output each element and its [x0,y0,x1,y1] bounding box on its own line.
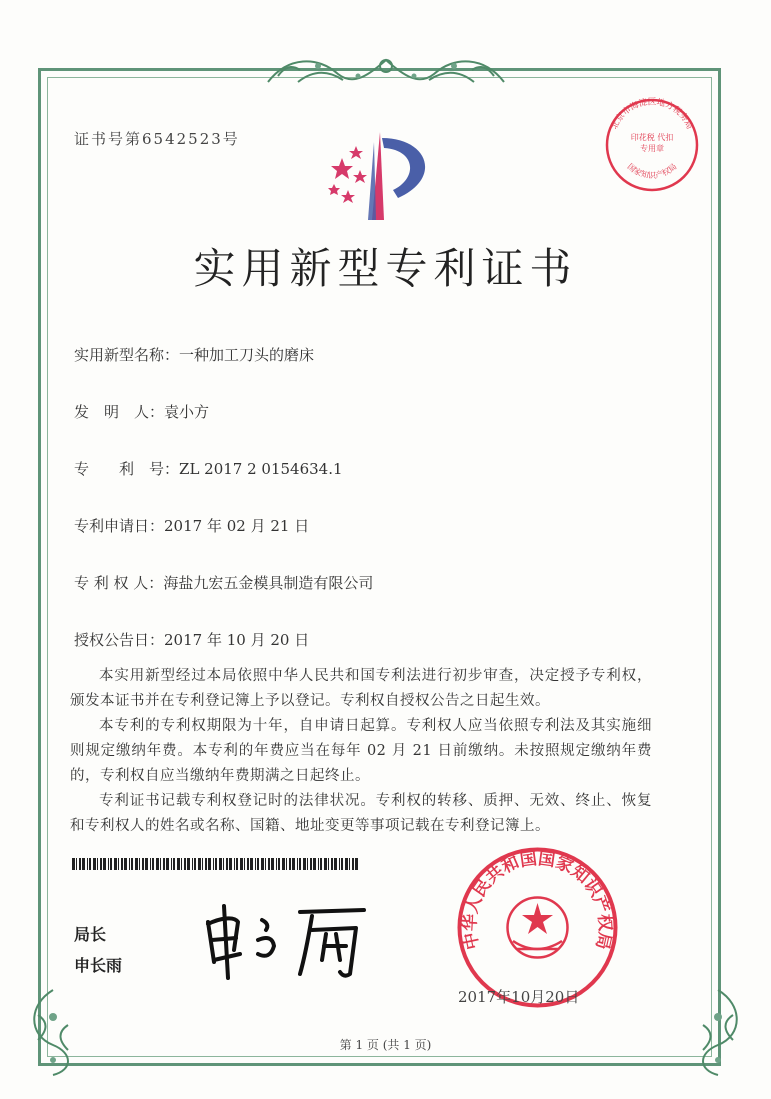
barcode-bar [160,858,161,870]
barcode-bar [192,858,193,870]
stamp-duty-seal [603,96,701,194]
barcode-bar [282,858,285,870]
barcode-bar [173,858,175,870]
barcode-bar [208,858,211,870]
field-grant-date [74,629,309,650]
director-name: 申长雨 [74,956,123,975]
barcode-bar [341,858,343,870]
barcode-bar [234,858,235,870]
field-utility-model-name [74,344,314,365]
barcode-bar [271,858,274,870]
barcode-bar [89,858,91,870]
barcode-bar [213,858,214,870]
barcode-bar [184,858,186,870]
barcode-bar [307,858,308,870]
barcode-bar [339,858,340,870]
bottom-left-ornament [18,985,88,1080]
barcode-bar [135,858,138,870]
barcode-bar [121,858,123,870]
barcode-bar [352,858,354,870]
barcode-bar [223,858,224,870]
barcode-bar [292,858,295,870]
barcode-bar [124,858,127,870]
barcode-bar [198,858,201,870]
cnipa-logo [318,128,438,223]
field-patent-number [74,458,343,479]
issue-date: 2017年10月20日 [458,988,580,1006]
barcode-bar [229,858,232,870]
field-patentee [74,572,373,593]
bottom-right-ornament [683,985,753,1080]
top-ornament [258,46,514,92]
barcode-bar [265,858,266,870]
field-application-date [74,515,309,536]
svg-text:北京市海淀区地方税务局 [609,96,695,131]
barcode-bar [299,858,301,870]
barcode-bar [82,858,85,870]
barcode-bar [247,858,249,870]
barcode-bar [345,858,348,870]
field-value: 袁小方 [164,403,210,421]
barcode-bar [152,858,154,870]
svg-text:国家知识产权局 [626,162,679,180]
seal-text: 北京市海淀区地方税务局 [609,97,695,132]
barcode-bar [177,858,180,870]
barcode-bar [181,858,182,870]
certificate-number: 证书号第6542523号 [74,130,240,148]
barcode-bar [320,858,322,870]
barcode-bar [324,858,327,870]
field-label: 实用新型名称： [74,346,180,364]
barcode-bar [103,858,106,870]
field-label: 发 明 人： [74,403,165,421]
seal-text: 中华人民共和国国家知识产权局 [460,849,615,952]
barcode-bar [166,858,169,870]
field-label: 授权公告日： [74,631,165,649]
director-title: 局长 [74,925,107,944]
barcode-bar [87,858,88,870]
field-value: 海盐九宏五金模具制造有限公司 [163,574,374,592]
barcode-bar [286,858,287,870]
body-paragraph: 本实用新型经过本局依照中华人民共和国专利法进行初步审查，决定授予专利权，颁发本证书并在专利登记簿上予以登记。专利权自授权公告之日起生效。 [70,668,652,709]
barcode-bar [244,858,245,870]
barcode-bar [334,858,337,870]
barcode-bar [187,858,190,870]
barcode-bar [250,858,253,870]
seal-inner-text: 印花税 代扣专用章 [630,133,674,153]
barcode-bar [310,858,312,870]
field-label: 专 利 权 人： [74,574,164,592]
body-paragraph: 本专利的专利权期限为十年，自申请日起算。专利权人应当依照专利法及其实施细则规定缴纳年费。本专利的年费应当在每年 02 月 21 日前缴纳。未按照规定缴纳年费的，专利权自应当缴纳年费期满之日起终止。 [70,718,652,784]
barcode-bar [261,858,264,870]
field-label: 专利申请日： [74,517,165,535]
barcode-bar [355,858,358,870]
barcode-bar [150,858,151,870]
field-value: 一种加工刀头的磨床 [179,346,315,364]
page-number: 第 1 页 (共 1 页) [339,1038,432,1052]
barcode-bar [318,858,319,870]
body-paragraph: 专利证书记载专利权登记时的法律状况。专利权的转移、质押、无效、终止、恢复和专利权人的姓名或名称、国籍、地址变更等事项记载在专利登记簿上。 [70,793,652,834]
barcode-bar [114,858,117,870]
barcode-bar [255,858,256,870]
barcode-bar [349,858,350,870]
barcode-bar [76,858,77,870]
director-signature [200,900,370,980]
barcode-bar [257,858,259,870]
barcode-bar [72,858,75,870]
barcode-bar [171,858,172,870]
barcode-bar [297,858,298,870]
barcode-bar [142,858,144,870]
barcode-bar [131,858,133,870]
barcode-bar [97,858,98,870]
barcode-bar [110,858,112,870]
barcode-bar [205,858,207,870]
field-label: 专 利 号： [74,460,180,478]
certificate-body [70,664,652,839]
barcode-bar [313,858,316,870]
barcode-bar [226,858,228,870]
barcode-bar [278,858,280,870]
field-value: ZL 2017 2 0154634.1 [179,460,343,478]
field-value: 2017 年 10 月 20 日 [164,631,310,649]
barcode-bar [79,858,81,870]
barcode-bar [268,858,270,870]
barcode-bar [236,858,238,870]
barcode-bar [118,858,119,870]
barcode-bar [289,858,291,870]
barcode-bar [108,858,109,870]
barcode-bar [156,858,159,870]
barcode-bar [145,858,148,870]
barcode-bar [202,858,203,870]
barcode-bar [276,858,277,870]
barcode-bar [100,858,102,870]
field-value: 2017 年 02 月 21 日 [164,517,310,535]
svg-text:中华人民共和国国家知识产权局 [459,849,616,951]
barcode-bar [303,858,306,870]
barcode-bar [328,858,329,870]
barcode-bar [139,858,140,870]
seal-text: 国家知识产权局 [625,161,679,181]
barcode-bar [194,858,196,870]
barcode-bar [331,858,333,870]
barcode-bar [219,858,222,870]
field-inventor [74,401,209,422]
barcode-bar [129,858,130,870]
barcode-bar [93,858,96,870]
barcode-bar [163,858,165,870]
barcode [72,858,358,870]
barcode-bar [240,858,243,870]
barcode-bar [215,858,217,870]
certificate-title: 实用新型专利证书 [193,244,578,293]
